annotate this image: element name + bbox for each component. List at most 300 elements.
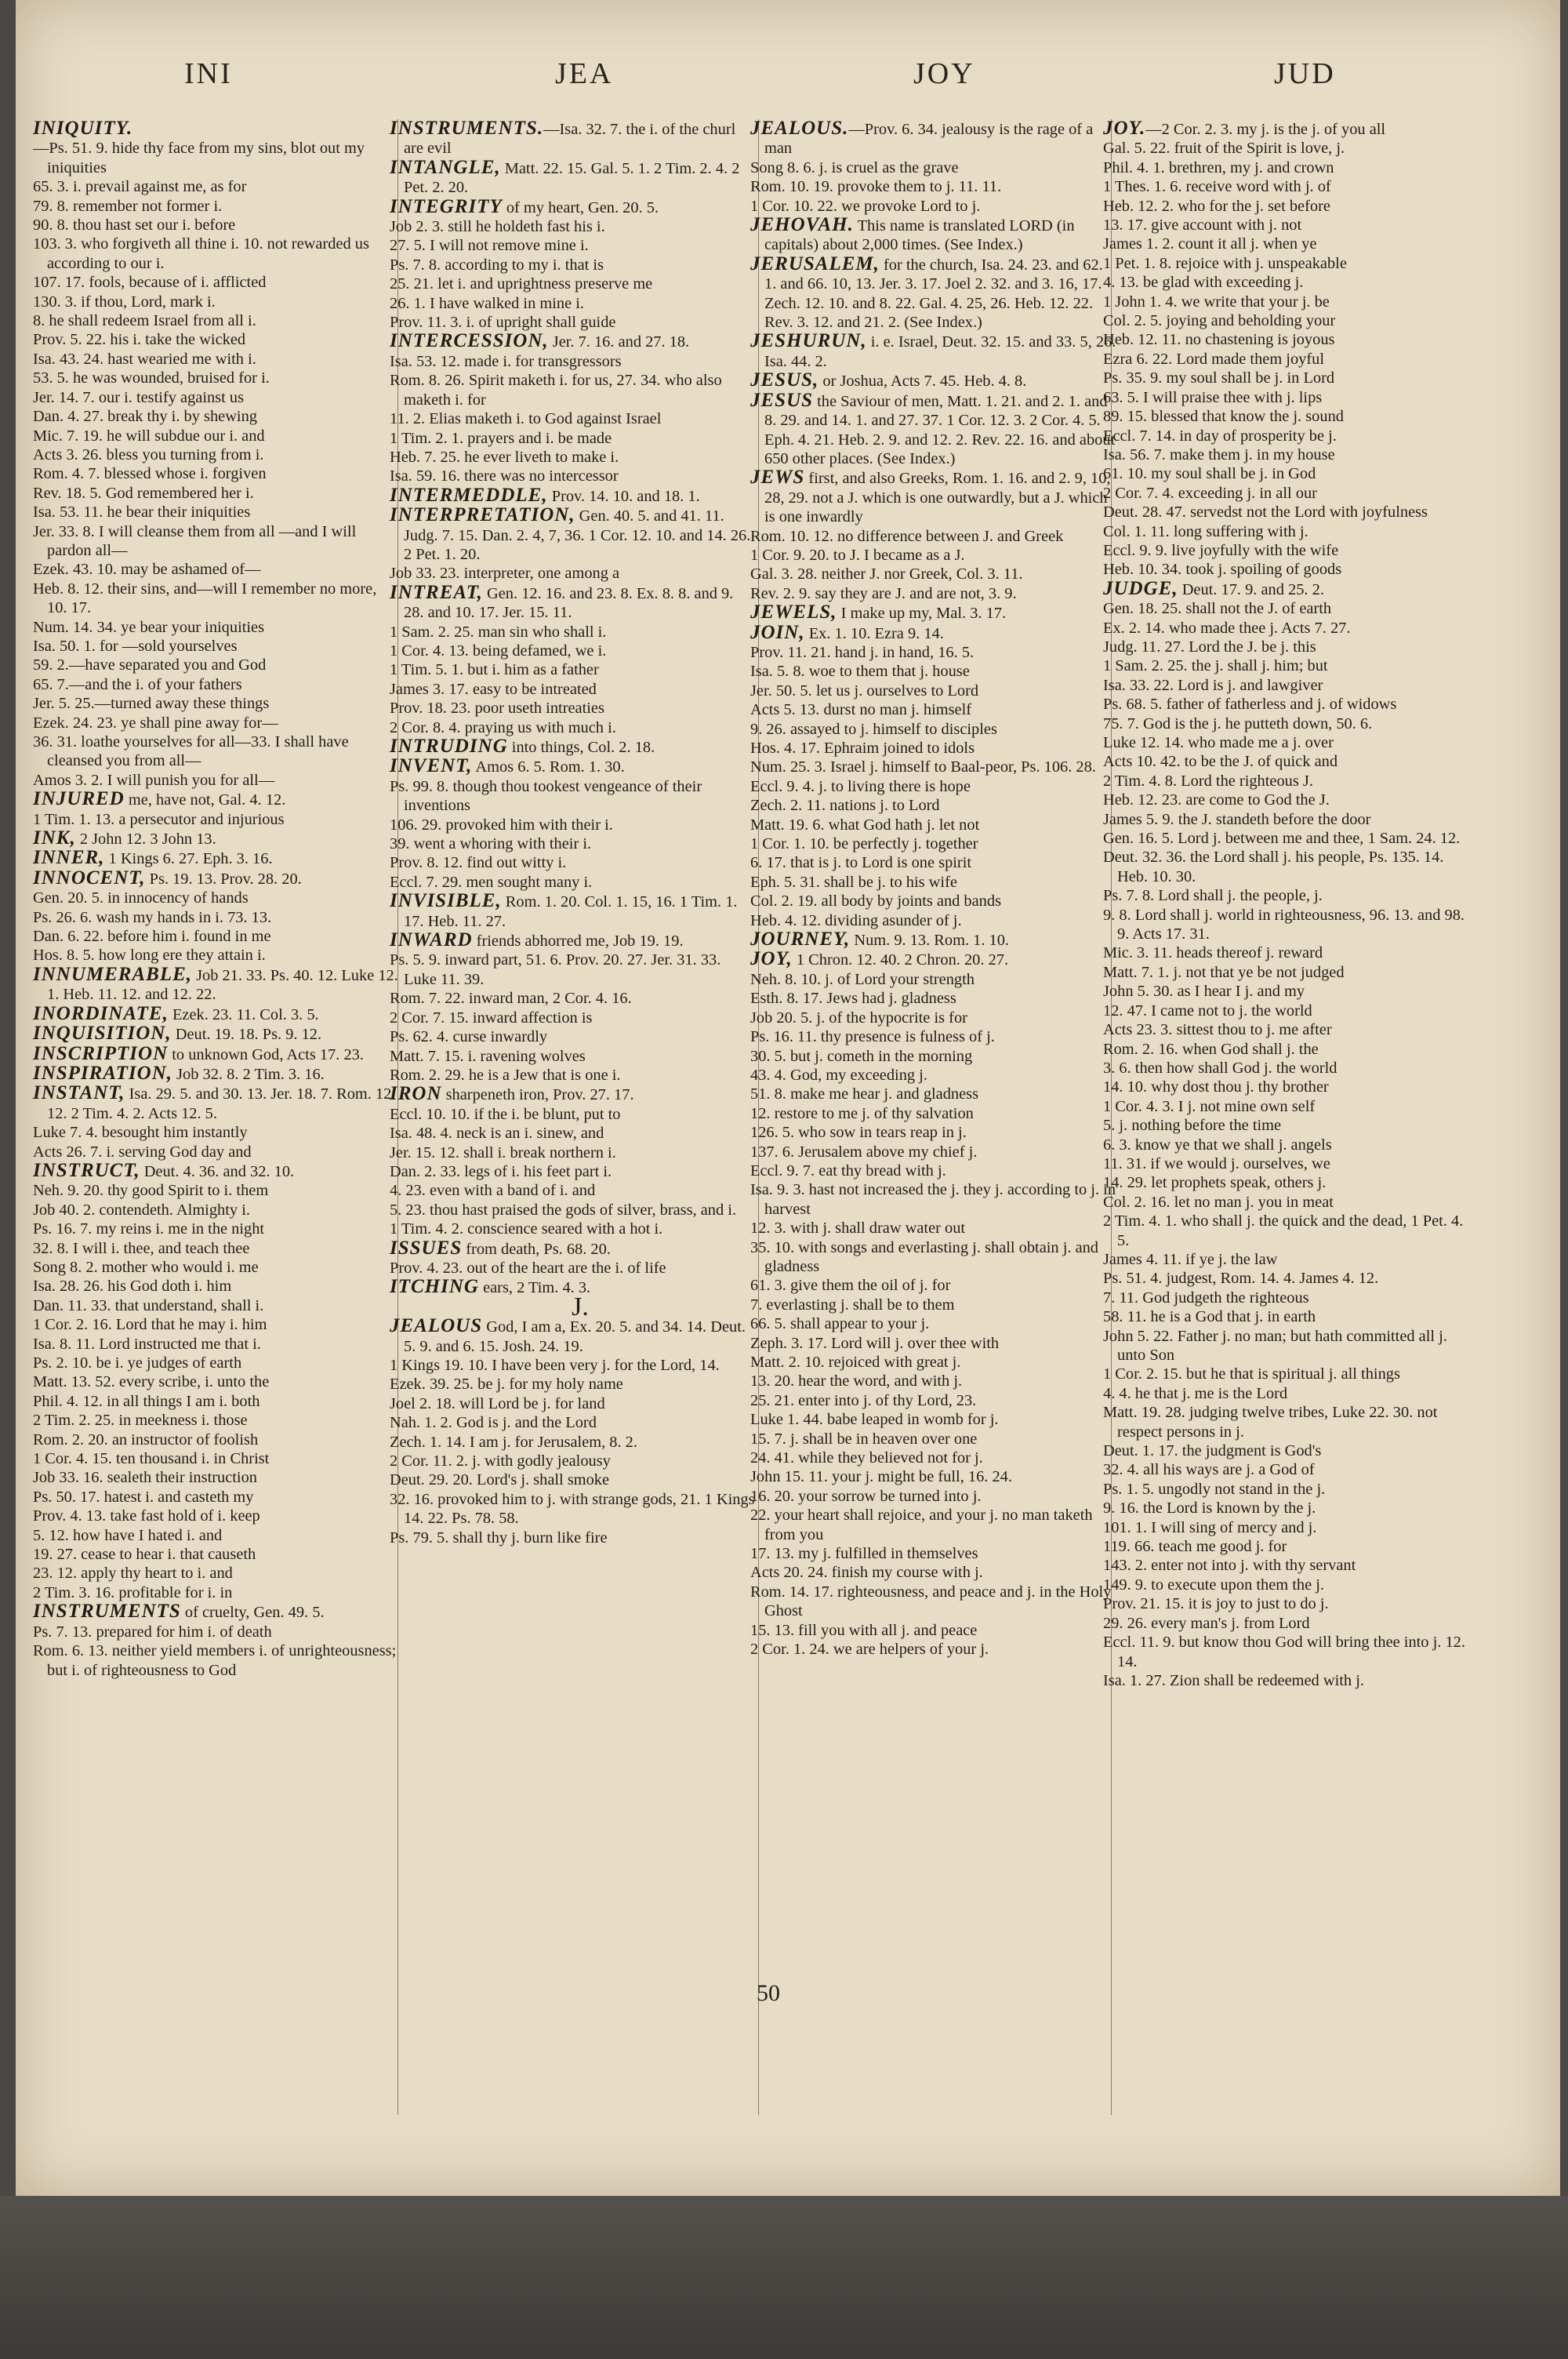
reference-line: 26. 1. I have walked in mine i. xyxy=(390,294,585,312)
reference-line: Zeph. 3. 17. Lord will j. over thee with xyxy=(750,1334,1000,1352)
reference-line: Eccl. 10. 10. if the i. be blunt, put to xyxy=(390,1105,621,1123)
reference-line: Dan. 6. 22. before him i. found in me xyxy=(33,928,271,946)
reference-line: 9. 16. the Lord is known by the j. xyxy=(1103,1499,1316,1518)
headword: INVISIBLE, xyxy=(390,890,502,912)
reference-line: Eccl. 7. 14. in day of prosperity be j. xyxy=(1103,427,1337,445)
reference-line: 106. 29. provoked him with their i. xyxy=(390,816,613,834)
reference-line: Ps. 7. 8. according to my i. that is xyxy=(390,256,604,274)
reference-line: 1 Cor. 4. 15. ten thousand i. in Christ xyxy=(33,1450,270,1468)
headword-reference: of my heart, Gen. 20. 5. xyxy=(502,198,659,216)
entry-headword-line xyxy=(750,214,1117,255)
reference-line: 15. 13. fill you with all j. and peace xyxy=(750,1621,978,1639)
reference-line: 2 Cor. 7. 15. inward affection is xyxy=(390,1009,593,1027)
column-1 xyxy=(33,118,400,2127)
reference-line: 5. 23. thou hast praised the gods of silver, brass, and i. xyxy=(390,1201,737,1219)
reference-line: 149. 9. to execute upon them the j. xyxy=(1103,1576,1325,1594)
headword-reference: —Prov. 6. 34. jealousy is the rage of a man xyxy=(764,121,1094,158)
reference-line: 1 Cor. 1. 10. be perfectly j. together xyxy=(750,835,978,853)
reference-line: Isa. 8. 11. Lord instructed me that i. xyxy=(33,1335,261,1353)
entry-headword-line xyxy=(33,1002,400,1024)
reference-line: 22. your heart shall rejoice, and your j. no man taketh from you xyxy=(750,1507,1093,1543)
reference-line: Mic. 3. 11. heads thereof j. reward xyxy=(1103,944,1323,962)
reference-line: 1 Tim. 5. 1. but i. him as a father xyxy=(390,661,599,679)
reference-line: Acts 3. 26. bless you turning from i. xyxy=(33,445,264,463)
entry-headword-line xyxy=(390,736,757,757)
reference-line: Deut. 28. 47. servedst not the Lord with joyfulness xyxy=(1103,503,1428,522)
reference-line: Luke 12. 14. who made me a j. over xyxy=(1103,734,1334,751)
headword-reference: the Saviour of men, Matt. 1. 21. and 2. 1. and 8. 29. and 14. 1. and 27. 37. 1 Cor. 12. 3. 2 Cor. 4. 5. Eph. 4. 21. Heb. 2. 9. and 12. 2. Rev. 22. 16. and about 650 other places. (See Index.) xyxy=(764,392,1116,467)
reference-line: Rom. 6. 13. neither yield members i. of unrighteousness; but i. of righteousness to God xyxy=(33,1642,397,1679)
headword-reference: Deut. 17. 9. and 25. 2. xyxy=(1178,580,1324,598)
reference-line: Ps. 35. 9. my soul shall be j. in Lord xyxy=(1103,369,1335,387)
entry-headword-line xyxy=(390,581,757,623)
reference-line: Rom. 2. 29. he is a Jew that is one i. xyxy=(390,1066,621,1084)
reference-line: Jer. 5. 25.—turned away these things xyxy=(33,695,270,713)
reference-line: Ps. 7. 13. prepared for him i. of death xyxy=(33,1623,272,1641)
entry-headword-line xyxy=(390,1237,757,1259)
reference-line: Job 2. 3. still he holdeth fast his i. xyxy=(390,218,605,236)
reference-line: Eccl. 11. 9. but know thou God will bring thee into j. 12. 14. xyxy=(1103,1634,1465,1670)
reference-line: 5. j. nothing before the time xyxy=(1103,1117,1282,1135)
headword: INSTRUCT, xyxy=(33,1159,140,1181)
reference-line: 1 Pet. 1. 8. rejoice with j. unspeakable xyxy=(1103,254,1347,272)
headword-reference: Ps. 19. 13. Prov. 28. 20. xyxy=(145,870,302,888)
background-surface xyxy=(0,2196,1568,2359)
reference-line: Jer. 14. 7. our i. testify against us xyxy=(33,388,245,406)
headword-reference: Jer. 7. 16. and 27. 18. xyxy=(548,333,690,351)
reference-line: 27. 5. I will not remove mine i. xyxy=(390,237,589,255)
reference-line: 1 Sam. 2. 25. the j. shall j. him; but xyxy=(1103,657,1328,675)
reference-line: Ps. 5. 9. inward part, 51. 6. Prov. 20. 27. Jer. 31. 33. Luke 11. 39. xyxy=(390,951,721,988)
entry-headword-line xyxy=(390,890,757,931)
headword-reference: 1 Chron. 12. 40. 2 Chron. 20. 27. xyxy=(792,951,1009,969)
reference-line: Matt. 7. 15. i. ravening wolves xyxy=(390,1047,586,1065)
entry-headword-line xyxy=(390,1315,757,1356)
reference-line: 2 Tim. 3. 16. profitable for i. in xyxy=(33,1583,233,1601)
headword: INIQUITY. xyxy=(33,118,133,139)
reference-line: Prov. 4. 23. out of the heart are the i. of life xyxy=(390,1259,666,1277)
headword: INSCRIPTION xyxy=(33,1042,169,1064)
entry-headword-line xyxy=(390,929,757,951)
reference-line: 1 Tim. 4. 2. conscience seared with a hot i. xyxy=(390,1220,663,1238)
reference-line: 12. 47. I came not to j. the world xyxy=(1103,1001,1312,1020)
headword-reference: or Joshua, Acts 7. 45. Heb. 4. 8. xyxy=(818,373,1027,391)
reference-line: Rom. 8. 26. Spirit maketh i. for us, 27. 34. who also maketh i. for xyxy=(390,372,722,409)
reference-line: 2 Tim. 4. 8. Lord the righteous J. xyxy=(1103,772,1313,790)
reference-line: 75. 7. God is the j. he putteth down, 50. 6. xyxy=(1103,714,1373,732)
reference-line: 1 John 1. 4. we write that your j. be xyxy=(1103,293,1330,311)
reference-line: Heb. 7. 25. he ever liveth to make i. xyxy=(390,448,619,466)
reference-line: Col. 1. 11. long suffering with j. xyxy=(1103,522,1308,540)
reference-line: Eccl. 9. 9. live joyfully with the wife xyxy=(1103,541,1339,559)
reference-line: 43. 4. God, my exceeding j. xyxy=(750,1066,927,1084)
reference-line: Gal. 3. 28. neither J. nor Greek, Col. 3. 11. xyxy=(750,565,1023,583)
reference-line: 1 Thes. 1. 6. receive word with j. of xyxy=(1103,178,1331,196)
reference-line: Gen. 18. 25. shall not the J. of earth xyxy=(1103,600,1332,618)
headword-reference: first, and also Greeks, Rom. 1. 16. and 2. 9, 10, 28, 29. not a J. which is one outwardly, but a J. which is one inwardly xyxy=(764,470,1111,526)
headword-reference: from death, Ps. 68. 20. xyxy=(462,1240,611,1258)
headword: INTEGRITY xyxy=(390,195,503,217)
headword-reference: Deut. 4. 36. and 32. 10. xyxy=(140,1162,295,1180)
reference-line: 1 Cor. 2. 15. but he that is spiritual j. all things xyxy=(1103,1365,1400,1383)
headword: JEALOUS xyxy=(390,1315,483,1337)
reference-line: James 4. 11. if ye j. the law xyxy=(1103,1250,1278,1268)
entry-headword-line xyxy=(750,330,1117,371)
reference-line: 1 Cor. 4. 13. being defamed, we i. xyxy=(390,642,607,660)
headword-reference: me, have not, Gal. 4. 12. xyxy=(124,791,286,809)
reference-line: Prov. 4. 13. take fast hold of i. keep xyxy=(33,1507,260,1525)
headword: JEALOUS. xyxy=(750,118,849,139)
reference-line: 1 Cor. 9. 20. to J. I became as a J. xyxy=(750,546,965,564)
reference-line: 1 Cor. 2. 16. Lord that he may i. him xyxy=(33,1316,267,1334)
reference-line: Rom. 14. 17. righteousness, and peace and j. in the Holy Ghost xyxy=(750,1583,1112,1620)
entry-headword-line xyxy=(33,118,400,139)
reference-line: 11. 2. Elias maketh i. to God against Israel xyxy=(390,410,662,428)
reference-line: Isa. 59. 16. there was no intercessor xyxy=(390,467,619,485)
reference-line: Job 33. 23. interpreter, one among a xyxy=(390,565,620,583)
reference-line: Num. 14. 34. ye bear your iniquities xyxy=(33,618,265,636)
reference-line: James 5. 9. the J. standeth before the door xyxy=(1103,810,1371,828)
reference-line: Isa. 53. 11. he bear their iniquities xyxy=(33,503,251,522)
reference-line: Isa. 9. 3. hast not increased the j. they j. according to j. in harvest xyxy=(750,1181,1116,1218)
reference-line: 32. 8. I will i. thee, and teach thee xyxy=(33,1239,250,1257)
reference-line: Job 33. 16. sealeth their instruction xyxy=(33,1469,257,1487)
reference-line: 25. 21. let i. and uprightness preserve me xyxy=(390,275,653,293)
reference-line: 61. 10. my soul shall be j. in God xyxy=(1103,465,1316,483)
column-4 xyxy=(1103,118,1470,2127)
reference-line: 130. 3. if thou, Lord, mark i. xyxy=(33,293,216,311)
reference-line: Ps. 1. 5. ungodly not stand in the j. xyxy=(1103,1480,1326,1498)
reference-line: 35. 10. with songs and everlasting j. shall obtain j. and gladness xyxy=(750,1238,1099,1275)
entry-headword-line xyxy=(750,602,1117,623)
headword: ISSUES xyxy=(390,1237,463,1259)
reference-line: 2 Cor. 8. 4. praying us with much i. xyxy=(390,718,616,736)
entry-headword-line xyxy=(390,156,757,198)
reference-line: 61. 3. give them the oil of j. for xyxy=(750,1277,951,1295)
reference-line: Phil. 4. 1. brethren, my j. and crown xyxy=(1103,158,1334,176)
headword-reference: —2 Cor. 2. 3. my j. is the j. of you all xyxy=(1145,121,1386,138)
concordance-page xyxy=(16,0,1560,2196)
reference-line: 25. 21. enter into j. of thy Lord, 23. xyxy=(750,1391,977,1409)
reference-line: 19. 27. cease to hear i. that causeth xyxy=(33,1546,256,1564)
reference-line: Rev. 2. 9. say they are J. and are not, 3. 9. xyxy=(750,584,1017,602)
reference-line: 7. everlasting j. shall be to them xyxy=(750,1296,955,1314)
headword: JESHURUN, xyxy=(750,330,867,352)
reference-line: Mic. 7. 19. he will subdue our i. and xyxy=(33,427,265,445)
reference-line: 1 Cor. 10. 22. we provoke Lord to j. xyxy=(750,197,981,215)
column-2 xyxy=(390,118,757,2127)
reference-line: 1 Cor. 4. 3. I j. not mine own self xyxy=(1103,1097,1316,1115)
reference-line: 2 Tim. 2. 25. in meekness i. those xyxy=(33,1412,248,1430)
entry-headword-line xyxy=(750,467,1117,526)
reference-line: 13. 17. give account with j. not xyxy=(1103,216,1302,234)
reference-line: 6. 3. know ye that we shall j. angels xyxy=(1103,1136,1332,1154)
headword-reference: for the church, Isa. 24. 23. and 62. 1. and 66. 10, 13. Jer. 3. 17. Joel 2. 32. and 3. 16, 17. Zech. 12. 10. and 8. 22. Gal. 4. 25, 26. Heb. 12. 22. Rev. 3. 12. and 21. 2. (See Index.) xyxy=(764,256,1103,332)
headword-reference: Ezek. 23. 11. Col. 3. 5. xyxy=(168,1005,319,1023)
headword: INTERPRETATION, xyxy=(390,504,575,526)
reference-line: 89. 15. blessed that know the j. sound xyxy=(1103,408,1344,426)
header-jea: JEA xyxy=(555,57,614,90)
headword: INSTRUMENTS xyxy=(33,1601,181,1623)
entry-headword-line xyxy=(33,788,400,810)
reference-line: 14. 29. let prophets speak, others j. xyxy=(1103,1174,1327,1192)
entry-headword-line xyxy=(33,847,400,869)
reference-line: 9. 8. Lord shall j. world in righteousness, 96. 13. and 98. 9. Acts 17. 31. xyxy=(1103,906,1465,943)
header-joy: JOY xyxy=(913,57,975,90)
entry-headword-line xyxy=(1103,118,1470,139)
reference-line: 2 Cor. 7. 4. exceeding j. in all our xyxy=(1103,484,1317,502)
reference-line: 119. 66. teach me good j. for xyxy=(1103,1538,1287,1556)
headword: INQUISITION, xyxy=(33,1023,172,1045)
reference-line: Ex. 2. 14. who made thee j. Acts 7. 27. xyxy=(1103,619,1351,637)
entry-headword-line xyxy=(390,504,757,564)
headword: INTANGLE, xyxy=(390,156,501,178)
headword: JOIN, xyxy=(750,621,805,643)
reference-line: Ps. 68. 5. father of fatherless and j. of widows xyxy=(1103,696,1397,714)
entry-headword-line xyxy=(750,929,1117,951)
reference-line: Matt. 13. 52. every scribe, i. unto the xyxy=(33,1373,270,1391)
reference-line: Amos 3. 2. I will punish you for all— xyxy=(33,771,275,789)
header-ini: INI xyxy=(184,57,233,90)
headword-reference: Rom. 1. 20. Col. 1. 15, 16. 1 Tim. 1. 17. Heb. 11. 27. xyxy=(404,893,738,930)
headword-reference: friends abhorred me, Job 19. 19. xyxy=(472,932,684,951)
reference-line: Acts 20. 24. finish my course with j. xyxy=(750,1564,983,1582)
headword: INSTRUMENTS. xyxy=(390,118,544,139)
reference-line: Dan. 4. 27. break thy i. by shewing xyxy=(33,408,257,426)
reference-line: Matt. 2. 10. rejoiced with great j. xyxy=(750,1354,961,1371)
entry-headword-line xyxy=(33,1023,400,1045)
headword: JESUS, xyxy=(750,369,819,391)
reference-line: Phil. 4. 12. in all things I am i. both xyxy=(33,1392,260,1410)
reference-line: 11. 31. if we would j. ourselves, we xyxy=(1103,1154,1330,1172)
headword: INSTANT, xyxy=(33,1082,125,1104)
headword: JERUSALEM, xyxy=(750,253,880,274)
headword-reference: Ex. 1. 10. Ezra 9. 14. xyxy=(804,624,944,642)
reference-line: Isa. 5. 8. woe to them that j. house xyxy=(750,663,970,681)
reference-line: Nah. 1. 2. God is j. and the Lord xyxy=(390,1414,597,1432)
reference-line: 30. 5. but j. cometh in the morning xyxy=(750,1047,973,1065)
reference-line: Job 20. 5. j. of the hypocrite is for xyxy=(750,1009,967,1027)
reference-line: Deut. 1. 17. the judgment is God's xyxy=(1103,1442,1322,1460)
reference-line: Heb. 12. 2. who for the j. set before xyxy=(1103,197,1330,215)
reference-line: 16. 20. your sorrow be turned into j. xyxy=(750,1487,982,1505)
reference-line: Col. 2. 19. all body by joints and bands xyxy=(750,892,1002,911)
reference-line: Rev. 18. 5. God remembered her i. xyxy=(33,484,254,502)
headword: JOURNEY, xyxy=(750,929,851,951)
reference-line: Heb. 10. 34. took j. spoiling of goods xyxy=(1103,561,1342,579)
reference-line: Prov. 18. 23. poor useth intreaties xyxy=(390,700,604,718)
headword-reference: sharpeneth iron, Prov. 27. 17. xyxy=(441,1086,634,1104)
reference-line: Isa. 48. 4. neck is an i. sinew, and xyxy=(390,1125,604,1143)
headword-reference: Isa. 29. 5. and 30. 13. Jer. 18. 7. Rom. 12. 12. 2 Tim. 4. 2. Acts 12. 5. xyxy=(47,1085,396,1122)
reference-line: 143. 2. enter not into j. with thy servant xyxy=(1103,1557,1356,1575)
reference-line: Ps. 62. 4. curse inwardly xyxy=(390,1028,548,1046)
headword-reference: I make up my, Mal. 3. 17. xyxy=(837,605,1007,623)
reference-line: 79. 8. remember not former i. xyxy=(33,197,223,215)
reference-line: Ezek. 43. 10. may be ashamed of— xyxy=(33,561,261,579)
headword-reference: Amos 6. 5. Rom. 1. 30. xyxy=(472,758,625,776)
reference-line: 23. 12. apply thy heart to i. and xyxy=(33,1565,233,1583)
reference-line: Ps. 50. 17. hatest i. and casteth my xyxy=(33,1488,254,1506)
reference-line: Col. 2. 5. joying and beholding your xyxy=(1103,312,1336,330)
reference-line: Ps. 26. 6. wash my hands in i. 73. 13. xyxy=(33,908,272,926)
reference-line: Gen. 16. 5. Lord j. between me and thee, 1 Sam. 24. 12. xyxy=(1103,830,1461,848)
reference-line: 32. 4. all his ways are j. a God of xyxy=(1103,1461,1315,1479)
entry-headword-line xyxy=(390,330,757,352)
reference-line: Col. 2. 16. let no man j. you in meat xyxy=(1103,1193,1334,1211)
reference-line: 29. 26. every man's j. from Lord xyxy=(1103,1614,1310,1632)
entry-headword-line xyxy=(750,389,1117,469)
reference-line: Rom. 10. 19. provoke them to j. 11. 11. xyxy=(750,178,1002,196)
reference-line: Gal. 5. 22. fruit of the Spirit is love, j. xyxy=(1103,140,1345,158)
reference-line: Ps. 16. 7. my reins i. me in the night xyxy=(33,1220,265,1238)
reference-line: 15. 7. j. shall be in heaven over one xyxy=(750,1430,978,1448)
headword: INSPIRATION, xyxy=(33,1062,173,1084)
entry-headword-line xyxy=(390,1083,757,1105)
entry-headword-line xyxy=(33,867,400,889)
reference-line: Ps. 51. 4. judgest, Rom. 14. 4. James 4. 12. xyxy=(1103,1270,1379,1288)
reference-line: Luke 7. 4. besought him instantly xyxy=(33,1124,248,1142)
entry-headword-line xyxy=(750,621,1117,643)
reference-line: Acts 10. 42. to be the J. of quick and xyxy=(1103,753,1338,771)
reference-line: 6. 17. that is j. to Lord is one spirit xyxy=(750,854,972,872)
reference-line: 4. 13. be glad with exceeding j. xyxy=(1103,274,1304,292)
reference-line: Dan. 2. 33. legs of i. his feet part i. xyxy=(390,1162,612,1180)
headword-reference: of cruelty, Gen. 49. 5. xyxy=(180,1604,325,1622)
reference-line: 2 Cor. 11. 2. j. with godly jealousy xyxy=(390,1452,611,1470)
reference-line: Prov. 21. 15. it is joy to just to do j. xyxy=(1103,1595,1329,1613)
reference-line: Jer. 50. 5. let us j. ourselves to Lord xyxy=(750,682,979,700)
headword: INTERMEDDLE, xyxy=(390,484,548,506)
headword: INWARD xyxy=(390,929,473,951)
reference-line: Joel 2. 18. will Lord be j. for land xyxy=(390,1394,605,1412)
reference-line: Prov. 8. 12. find out witty i. xyxy=(390,854,567,872)
running-headers xyxy=(16,56,1560,104)
reference-line: Isa. 33. 22. Lord is j. and lawgiver xyxy=(1103,676,1323,694)
reference-line: Judg. 11. 27. Lord the J. be j. this xyxy=(1103,638,1316,656)
reference-line: Eph. 5. 31. shall be j. to his wife xyxy=(750,873,957,891)
reference-line: 14. 10. why dost thou j. thy brother xyxy=(1103,1078,1329,1096)
entry-headword-line xyxy=(33,1082,400,1123)
headword: ITCHING xyxy=(390,1276,479,1298)
reference-line: 63. 5. I will praise thee with j. lips xyxy=(1103,388,1323,406)
reference-line: Prov. 11. 21. hand j. in hand, 16. 5. xyxy=(750,643,975,661)
reference-line: Matt. 7. 1. j. not that ye be not judged xyxy=(1103,963,1345,981)
reference-line: Eccl. 9. 7. eat thy bread with j. xyxy=(750,1161,946,1180)
reference-line: 9. 26. assayed to j. himself to disciples xyxy=(750,720,997,738)
headword-reference: 2 John 12. 3 John 13. xyxy=(75,831,216,849)
reference-line: 7. 11. God judgeth the righteous xyxy=(1103,1289,1309,1307)
headword-reference: to unknown God, Acts 17. 23. xyxy=(168,1045,364,1063)
headword-reference: God, I am a, Ex. 20. 5. and 34. 14. Deut. 5. 9. and 6. 15. Josh. 24. 19. xyxy=(404,1318,746,1355)
reference-line: Esth. 8. 17. Jews had j. gladness xyxy=(750,990,956,1008)
reference-line: 107. 17. fools, because of i. afflicted xyxy=(33,274,267,292)
reference-line: Heb. 4. 12. dividing asunder of j. xyxy=(750,911,962,929)
reference-line: Isa. 53. 12. made i. for transgressors xyxy=(390,352,622,370)
entry-headword-line xyxy=(33,1062,400,1084)
headword: IRON xyxy=(390,1083,442,1105)
reference-line: 2 Tim. 4. 1. who shall j. the quick and the dead, 1 Pet. 4. 5. xyxy=(1103,1212,1464,1249)
reference-line: 8. he shall redeem Israel from all i. xyxy=(33,312,256,330)
headword-reference: This name is translated LORD (in capitals) about 2,000 times. (See Index.) xyxy=(764,217,1075,254)
reference-line: Ezek. 39. 25. be j. for my holy name xyxy=(390,1376,623,1394)
header-jud: JUD xyxy=(1274,57,1336,90)
headword-reference: Gen. 40. 5. and 41. 11. Judg. 7. 15. Dan. 2. 4, 7, 36. 1 Cor. 12. 10. and 14. 26. 2 Pet. 1. 20. xyxy=(404,507,751,563)
entry-headword-line xyxy=(33,1042,400,1064)
reference-line: 1 Tim. 1. 13. a persecutor and injurious xyxy=(33,810,285,828)
reference-line: 59. 2.—have separated you and God xyxy=(33,656,267,674)
reference-line: Hos. 8. 5. how long ere they attain i. xyxy=(33,947,266,965)
reference-line: 2 Cor. 1. 24. we are helpers of your j. xyxy=(750,1641,989,1659)
headword: JOY, xyxy=(750,948,793,970)
section-letter: J. xyxy=(572,1292,589,1321)
reference-line: 39. went a whoring with their i. xyxy=(390,835,592,853)
reference-line: 51. 8. make me hear j. and gladness xyxy=(750,1085,979,1103)
reference-line: Matt. 19. 28. judging twelve tribes, Luke 22. 30. not respect persons in j. xyxy=(1103,1404,1438,1441)
reference-line: 24. 41. while they believed not for j. xyxy=(750,1449,983,1467)
reference-line: 66. 5. shall appear to your j. xyxy=(750,1315,930,1333)
reference-line: Isa. 56. 7. make them j. in my house xyxy=(1103,445,1335,463)
headword: JEWS xyxy=(750,467,805,489)
headword-reference: Job 32. 8. 2 Tim. 3. 16. xyxy=(172,1065,325,1083)
reference-line: 1 Kings 19. 10. I have been very j. for the Lord, 14. xyxy=(390,1357,720,1374)
headword: INVENT, xyxy=(390,755,473,777)
reference-line: Heb. 12. 23. are come to God the J. xyxy=(1103,791,1330,809)
reference-line: John 5. 30. as I hear I j. and my xyxy=(1103,983,1305,1001)
reference-line: Acts 5. 13. durst no man j. himself xyxy=(750,701,972,719)
reference-line: 53. 5. he was wounded, bruised for i. xyxy=(33,369,270,387)
reference-line: Neh. 8. 10. j. of Lord your strength xyxy=(750,970,975,988)
reference-line: Isa. 43. 24. hast wearied me with i. xyxy=(33,350,256,368)
reference-line: James 1. 2. count it all j. when ye xyxy=(1103,235,1317,253)
reference-line: Zech. 1. 14. I am j. for Jerusalem, 8. 2. xyxy=(390,1433,637,1451)
entry-headword-line xyxy=(33,1159,400,1181)
entry-headword-line xyxy=(750,369,1117,391)
reference-line: 13. 20. hear the word, and with j. xyxy=(750,1372,963,1390)
entry-headword-line xyxy=(750,118,1117,158)
reference-line: Prov. 11. 3. i. of upright shall guide xyxy=(390,314,616,332)
headword-reference: Gen. 12. 16. and 23. 8. Ex. 8. 8. and 9. 28. and 10. 17. Jer. 15. 11. xyxy=(404,584,734,622)
entry-headword-line xyxy=(390,118,757,158)
headword: JESUS xyxy=(750,389,814,411)
entry-headword-line xyxy=(390,484,757,506)
reference-line: Ps. 2. 10. be i. ye judges of earth xyxy=(33,1354,242,1372)
reference-line: Zech. 2. 11. nations j. to Lord xyxy=(750,797,940,815)
reference-line: —Ps. 51. 9. hide thy face from my sins, blot out my iniquities xyxy=(33,140,365,176)
reference-line: Hos. 4. 17. Ephraim joined to idols xyxy=(750,740,975,757)
entry-headword-line xyxy=(33,963,400,1005)
entry-headword-line xyxy=(390,195,757,217)
reference-line: Rom. 2. 16. when God shall j. the xyxy=(1103,1040,1319,1058)
headword: JUDGE, xyxy=(1103,577,1178,599)
reference-line: 32. 16. provoked him to j. with strange gods, 21. 1 Kings 14. 22. Ps. 78. 58. xyxy=(390,1490,755,1528)
reference-line: 101. 1. I will sing of mercy and j. xyxy=(1103,1518,1317,1536)
entry-headword-line xyxy=(750,253,1117,333)
headword-reference: 1 Kings 6. 27. Eph. 3. 16. xyxy=(104,850,273,868)
reference-line: Ps. 16. 11. thy presence is fulness of j. xyxy=(750,1028,995,1046)
reference-line: Ezek. 24. 23. ye shall pine away for— xyxy=(33,714,278,732)
reference-line: Eccl. 9. 4. j. to living there is hope xyxy=(750,777,971,795)
reference-line: Luke 1. 44. babe leaped in womb for j. xyxy=(750,1411,999,1429)
column-3 xyxy=(750,118,1117,2127)
headword: INTRUDING xyxy=(390,736,508,757)
reference-line: Ps. 7. 8. Lord shall j. the people, j. xyxy=(1103,887,1323,905)
reference-line: 65. 7.—and the i. of your fathers xyxy=(33,675,242,693)
reference-line: Ezra 6. 22. Lord made them joyful xyxy=(1103,350,1324,368)
headword: INORDINATE, xyxy=(33,1002,169,1024)
headword: INK, xyxy=(33,827,76,849)
entry-headword-line xyxy=(750,948,1117,970)
